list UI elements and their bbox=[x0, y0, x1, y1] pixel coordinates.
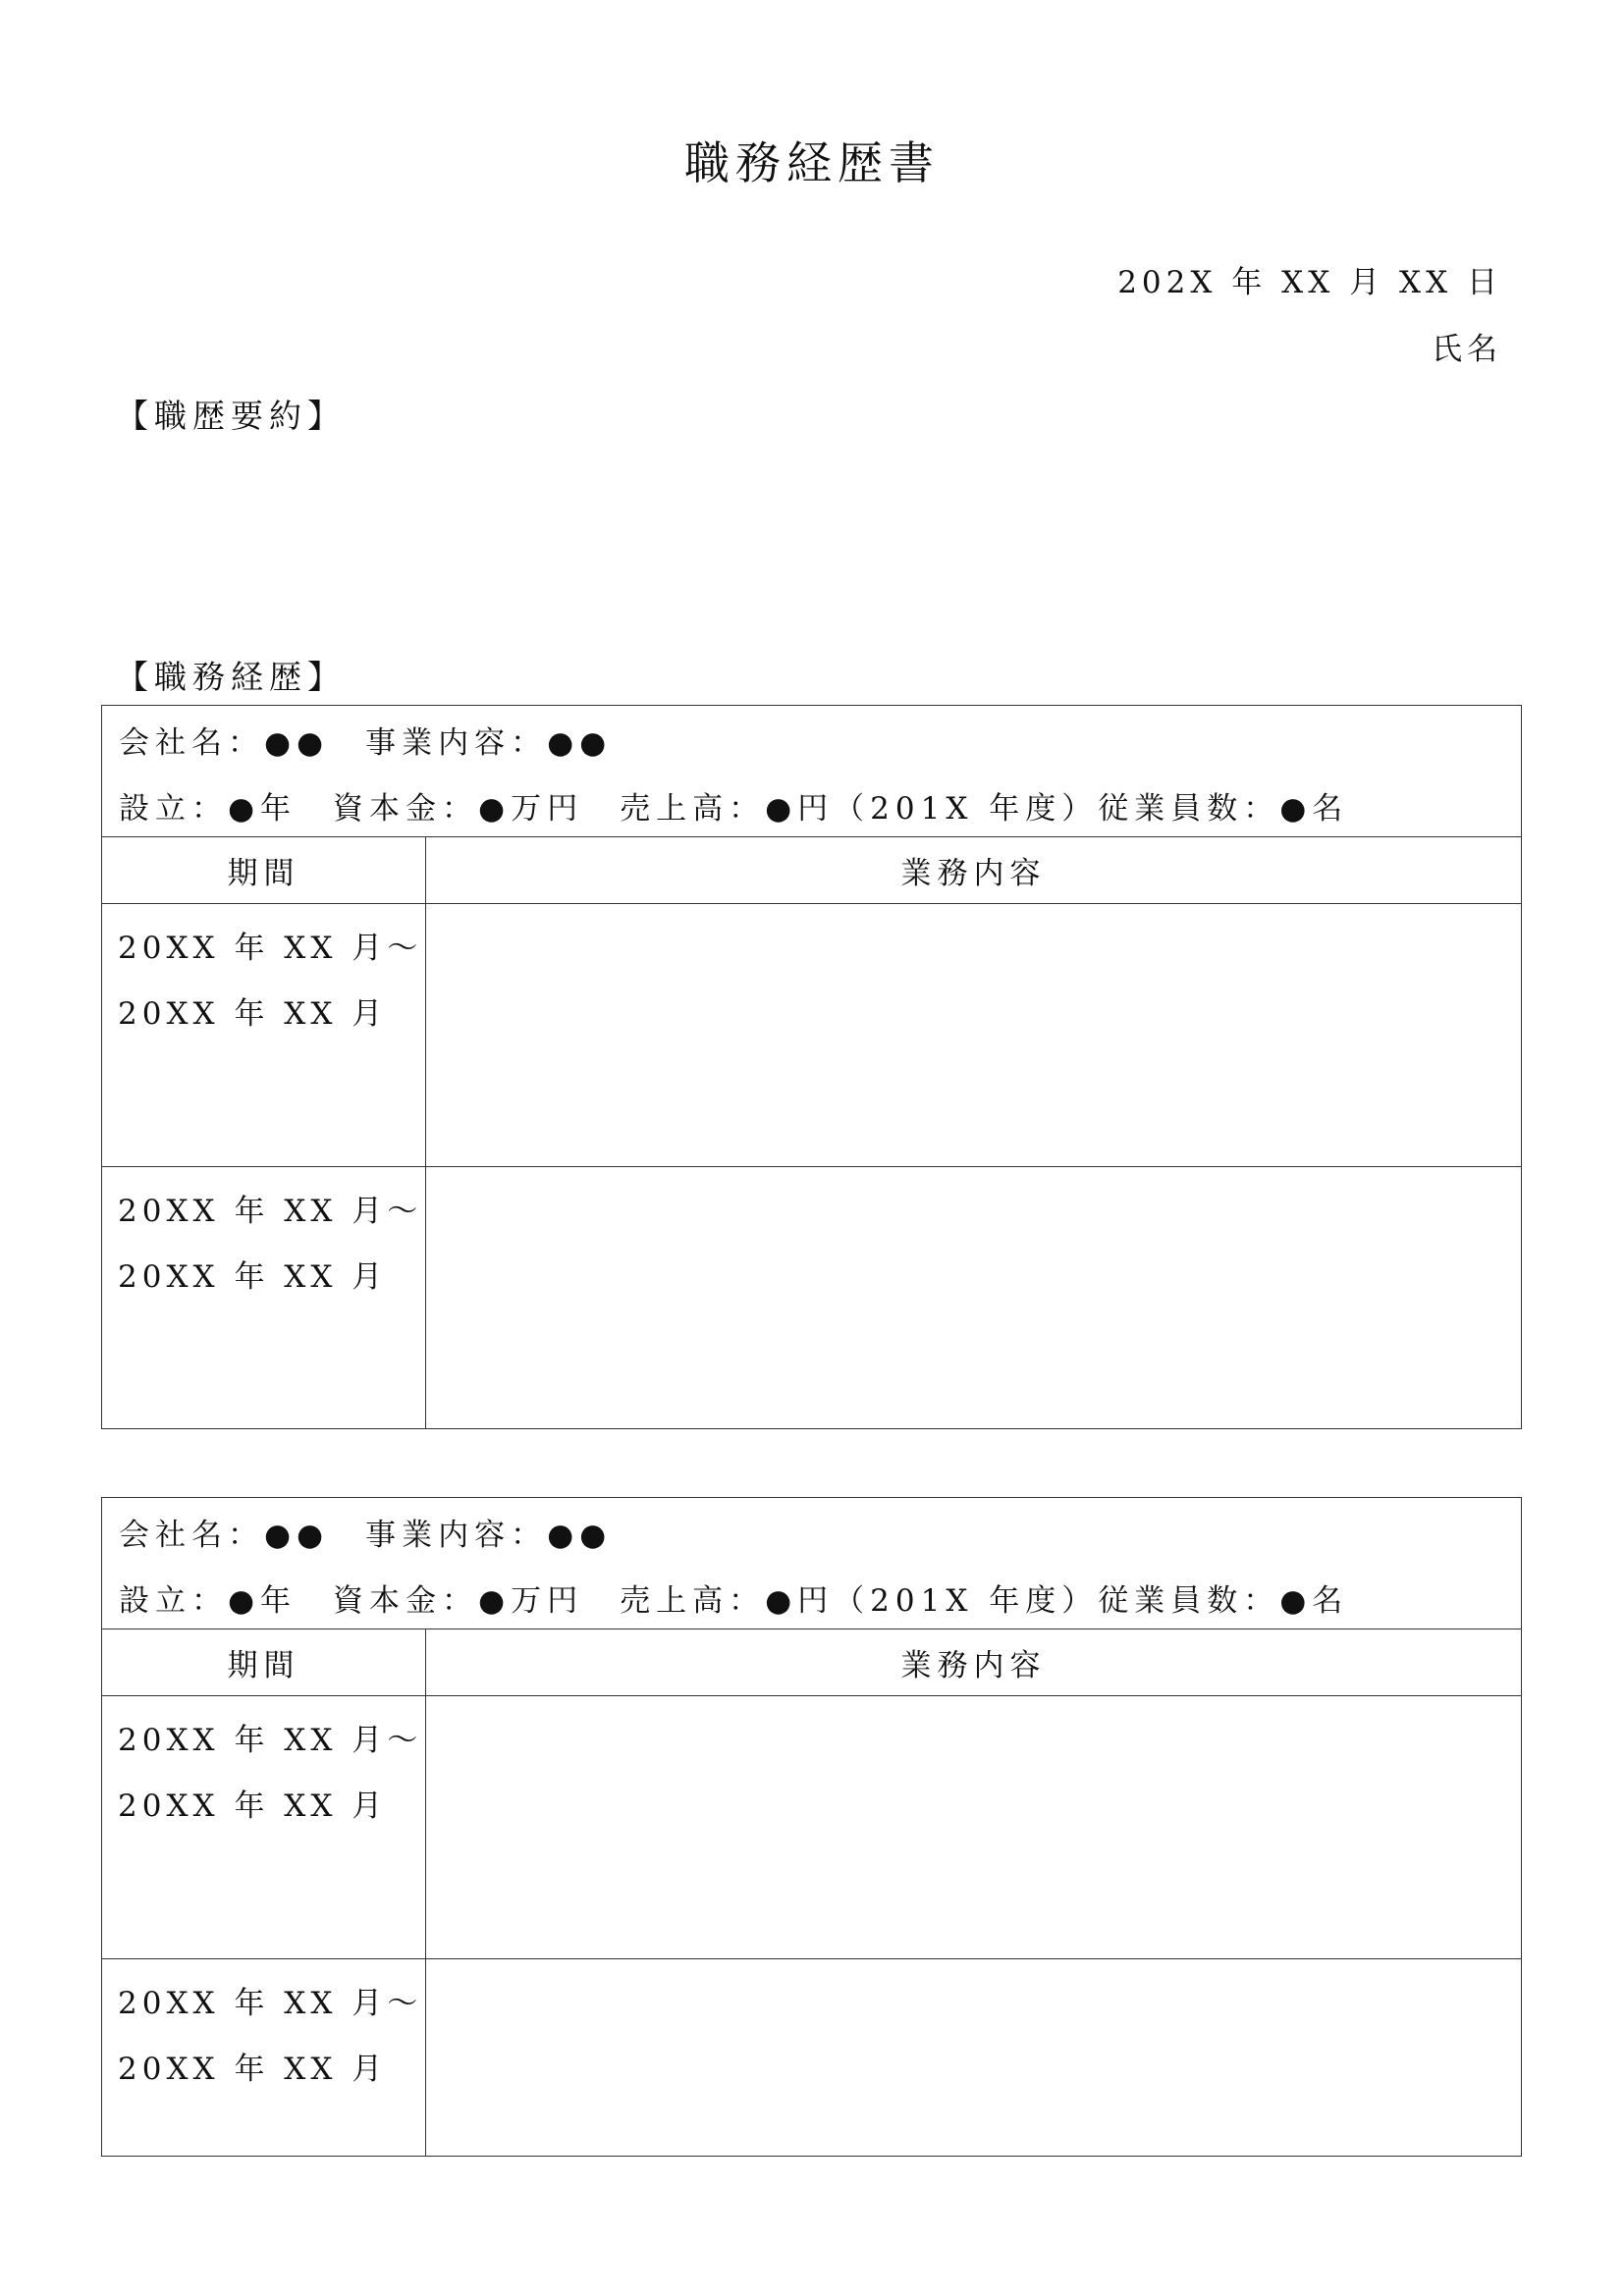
period-header: 期間 bbox=[102, 837, 426, 903]
company-info bbox=[102, 1498, 1521, 1629]
content-cell[interactable] bbox=[426, 1696, 1521, 1958]
content-cell[interactable] bbox=[426, 904, 1521, 1166]
company-name-line: 会社名：●● 事業内容：●● bbox=[119, 725, 613, 761]
table-row bbox=[102, 1167, 1521, 1428]
history-heading: 【職務経歴】 bbox=[116, 658, 346, 696]
company-details-line: 設立：●年 資本金：●万円 売上高：●円（201X 年度）従業員数：●名 bbox=[119, 1583, 1349, 1619]
company-info bbox=[102, 706, 1521, 837]
summary-heading: 【職歴要約】 bbox=[116, 397, 346, 435]
company-block bbox=[101, 705, 1522, 1429]
period-cell bbox=[102, 1696, 426, 1958]
period-end: 20XX 年 XX 月 bbox=[118, 2052, 388, 2087]
name-label: 氏名 bbox=[1432, 332, 1502, 367]
period-end: 20XX 年 XX 月 bbox=[118, 1259, 388, 1295]
table-header-row bbox=[102, 837, 1521, 904]
content-header: 業務内容 bbox=[900, 856, 1047, 891]
period-end: 20XX 年 XX 月 bbox=[118, 1789, 388, 1824]
content-header: 業務内容 bbox=[900, 1648, 1047, 1683]
company-block bbox=[101, 1497, 1522, 2157]
period-header: 期間 bbox=[102, 1629, 426, 1695]
period-cell bbox=[102, 1167, 426, 1428]
table-row bbox=[102, 904, 1521, 1167]
table-row bbox=[102, 1696, 1521, 1959]
table-header-row bbox=[102, 1629, 1521, 1696]
page-title: 職務経歴書 bbox=[684, 136, 940, 189]
period-start: 20XX 年 XX 月～ bbox=[118, 931, 423, 966]
company-name-line: 会社名：●● 事業内容：●● bbox=[119, 1518, 613, 1553]
company-details-line: 設立：●年 資本金：●万円 売上高：●円（201X 年度）従業員数：●名 bbox=[119, 791, 1349, 827]
period-start: 20XX 年 XX 月～ bbox=[118, 1194, 423, 1229]
period-cell bbox=[102, 1959, 426, 2156]
table-row bbox=[102, 1959, 1521, 2156]
period-cell bbox=[102, 904, 426, 1166]
period-start: 20XX 年 XX 月～ bbox=[118, 1986, 423, 2021]
content-cell[interactable] bbox=[426, 1959, 1521, 2156]
content-cell[interactable] bbox=[426, 1167, 1521, 1428]
document-date: 202X 年 XX 月 XX 日 bbox=[1117, 265, 1502, 300]
period-start: 20XX 年 XX 月～ bbox=[118, 1723, 423, 1758]
period-end: 20XX 年 XX 月 bbox=[118, 996, 388, 1032]
